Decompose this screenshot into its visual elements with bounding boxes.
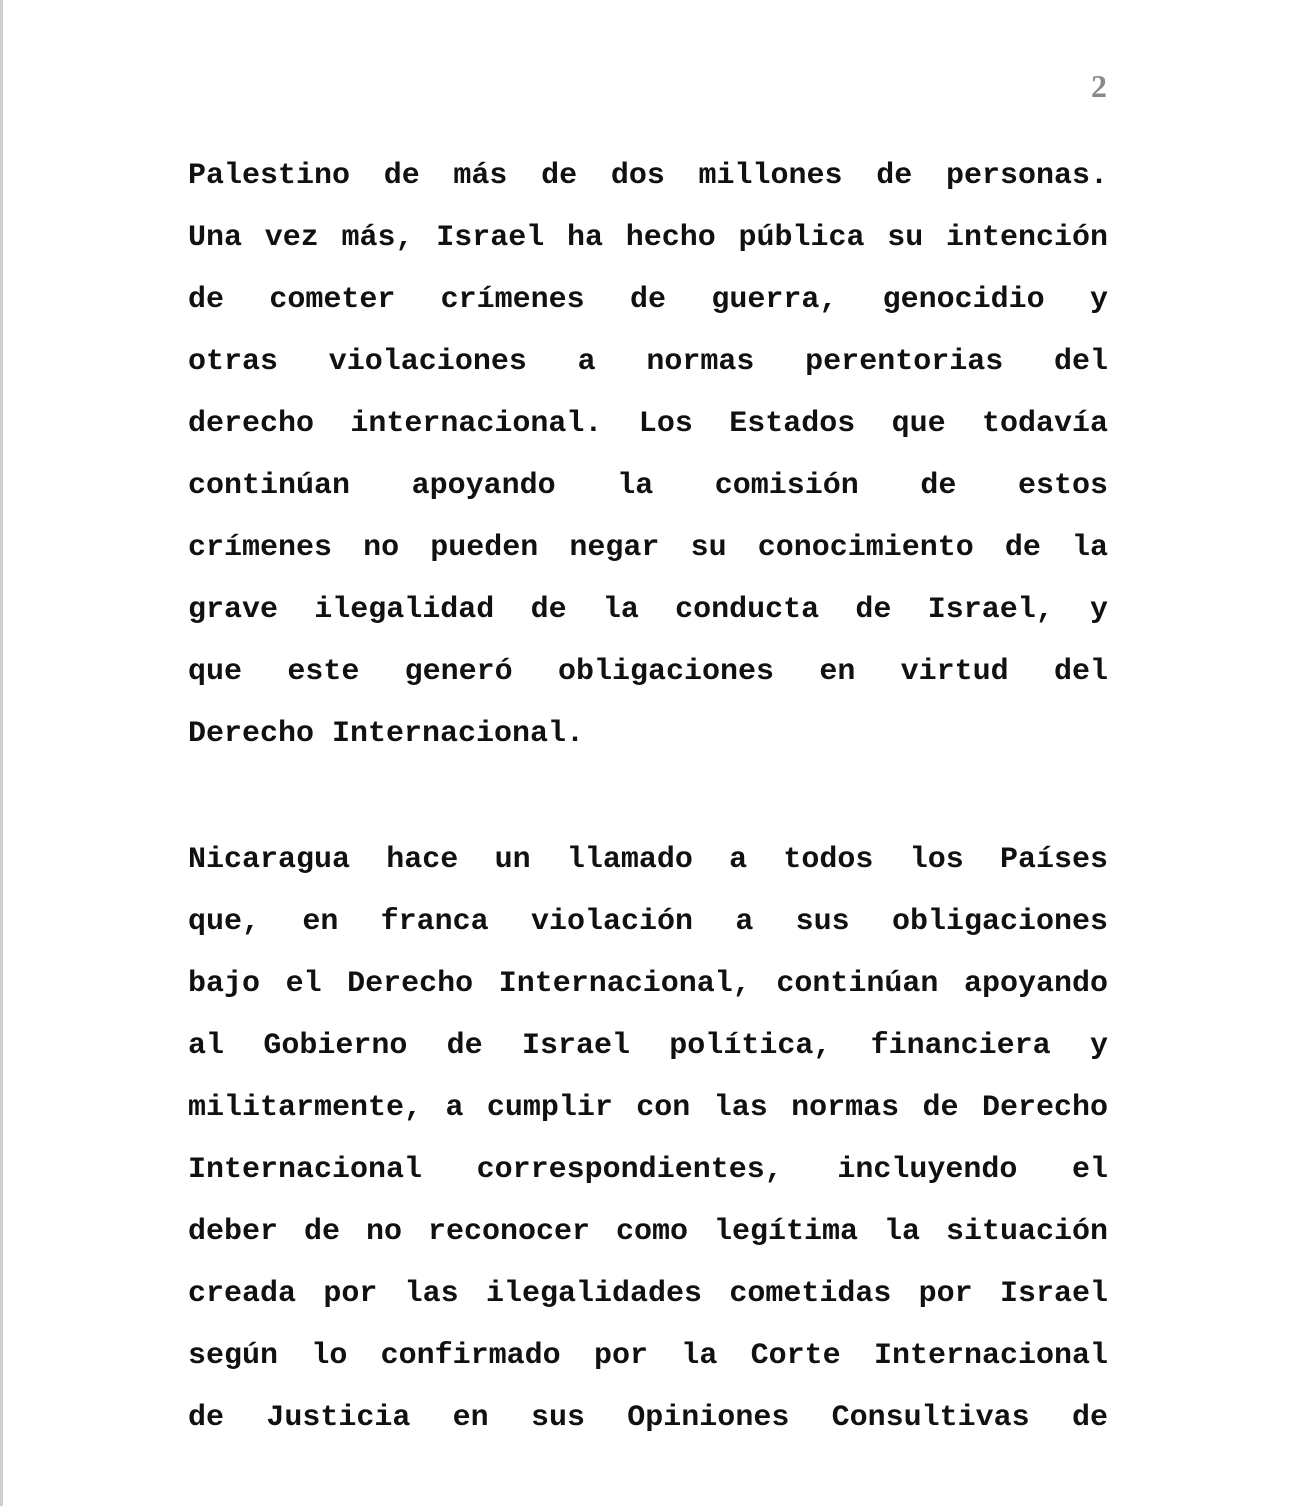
text-line: continúan apoyando la comisión de estos (188, 469, 1108, 503)
text-line: Derecho Internacional. (188, 717, 585, 751)
text-line: que, en franca violación a sus obligaciones (188, 905, 1108, 939)
text-line: que este generó obligaciones en virtud del (188, 655, 1108, 689)
paragraph-1 (188, 145, 1108, 765)
text-line: según lo confirmado por la Corte Internacional (188, 1339, 1108, 1373)
text-line: deber de no reconocer como legítima la situación (188, 1215, 1108, 1249)
text-line: derecho internacional. Los Estados que todavía (188, 407, 1108, 441)
text-line: Internacional correspondientes, incluyendo el (188, 1153, 1108, 1187)
text-line: Una vez más, Israel ha hecho pública su intención (188, 221, 1108, 255)
text-line: otras violaciones a normas perentorias del (188, 345, 1108, 379)
text-line: creada por las ilegalidades cometidas por Israel (188, 1277, 1108, 1311)
text-line: militarmente, a cumplir con las normas de Derecho (188, 1091, 1108, 1125)
text-line: Palestino de más de dos millones de personas. (188, 159, 1108, 193)
paragraph-2 (188, 829, 1108, 1449)
text-line: Nicaragua hace un llamado a todos los Países (188, 843, 1108, 877)
text-line: grave ilegalidad de la conducta de Israel, y (188, 593, 1108, 627)
page-number: 2 (1091, 68, 1107, 104)
text-line: de Justicia en sus Opiniones Consultivas de (188, 1401, 1108, 1435)
text-line: bajo el Derecho Internacional, continúan apoyando (188, 967, 1108, 1001)
text-line: de cometer crímenes de guerra, genocidio y (188, 283, 1108, 317)
text-line: al Gobierno de Israel política, financiera y (188, 1029, 1108, 1063)
text-line: crímenes no pueden negar su conocimiento de la (188, 531, 1108, 565)
